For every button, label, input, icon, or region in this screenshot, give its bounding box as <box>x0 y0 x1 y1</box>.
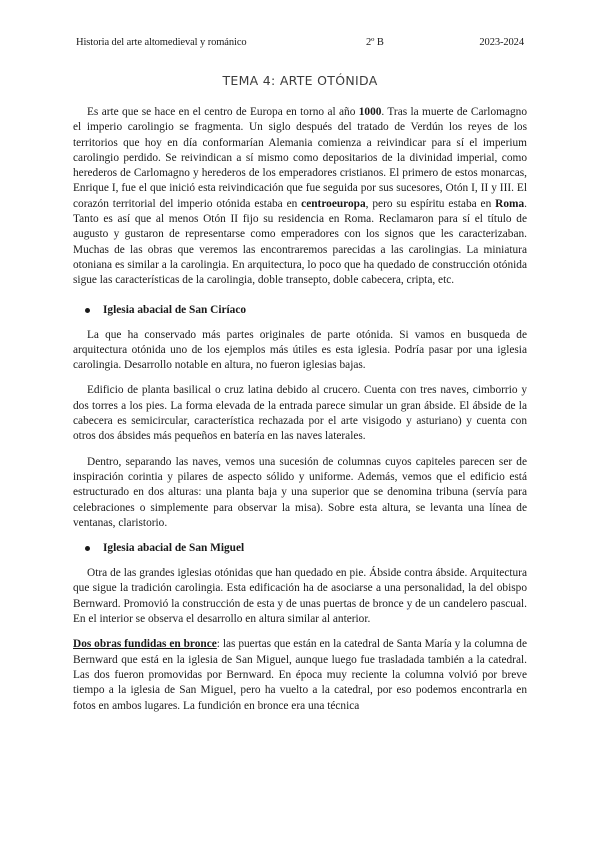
header-group: 2º B <box>366 37 384 48</box>
intro-text-2: . Tras la muerte de Carlomagno el imperio carolingio se fragmenta. Un siglo después del tratado de Verdún los reyes de los territorios que hoy en día conformarían Alemania comienza a reivindicar para sí el imperium carolingio perdido. Se reivindican a sí mismo como depositarios de la divinidad imperial, como herederos de Carlomagno y herederos de los emperadores cristianos. El primero de estos monarcas, Enrique I, fue el que inició esta reivindicación que fue seguida por sus sucesores, Otón I, II y III. El corazón territorial del imperio otónida estaba en <box>73 106 527 210</box>
page-header <box>76 37 524 51</box>
paragraph: Otra de las grandes iglesias otónidas que han quedado en pie. Ábside contra ábside. Arquitectura que sigue la tradición carolingia. Esta edificación ha de asociarse a una personalidad, la del obispo Bernward. Promovió la construcción de esta y de unas puertas de bronce y de un candelero pascual. En el interior se observa el desarrollo en altura similar al anterior. <box>73 567 527 626</box>
intro-roma: Roma <box>495 197 525 210</box>
intro-centroeuropa: centroeuropa <box>301 197 366 210</box>
header-subject: Historia del arte altomedieval y románico <box>76 37 247 48</box>
bullet-dot-icon <box>85 546 90 551</box>
section-heading-san-miguel <box>85 541 527 556</box>
document-body <box>73 105 527 724</box>
intro-paragraph <box>73 105 527 289</box>
intro-year: 1000 <box>358 106 382 118</box>
document-title: TEMA 4: ARTE OTÓNIDA <box>222 73 378 88</box>
paragraph: Edificio de planta basilical o cruz latina debido al crucero. Cuenta con tres naves, cimborrio y dos torres a los pies. La forma elevada de la entrada parece simular un gran ábside. El ábside de la cabecera es semicircular, característica rechazada por el arte visigodo y asturiano) y cuenta con otros dos ábsides más pequeños en batería en las naves laterales. <box>73 384 527 443</box>
section-heading-text: Iglesia abacial de San Ciríaco <box>103 303 247 316</box>
bronze-paragraph <box>73 637 527 713</box>
section-heading-text: Iglesia abacial de San Miguel <box>103 542 245 555</box>
bronze-lead: Dos obras fundidas en bronce <box>73 638 217 651</box>
paragraph: Dentro, separando las naves, vemos una sucesión de columnas cuyos capiteles parecen ser de inspiración corintia y pilares de aspecto sólido y uniforme. Además, vemos que el edificio está estructurado en dos alturas: una planta baja y una superior que se denomina tribuna (servía para celebraciones o simplemente para observar la misa). Sobre esta altura, se levanta una línea de ventanas, claristorio. <box>73 455 527 529</box>
paragraph: La que ha conservado más partes originales de parte otónida. Si vamos en busqueda de arquitectura otónida uno de los ejemplos más útiles es esta iglesia. Podría pasar por una iglesia carolingia. Desarrollo notable en altura, no fueron iglesias bajas. <box>73 328 527 372</box>
header-year: 2023-2024 <box>479 37 524 48</box>
intro-text-3: , pero su espíritu estaba en <box>365 197 496 210</box>
bullet-dot-icon <box>85 308 90 313</box>
intro-text-1: Es arte que se hace en el centro de Europa en torno al año <box>87 106 359 118</box>
bronze-text: : las puertas que están en la catedral de Santa María y la columna de Bernward que está en la iglesia de San Miguel, aunque luego fue trasladada también a la catedral. Las dos fueron promovidas por Bernward. En época muy reciente la columna volvió por breve tiempo a la iglesia de San Miguel, pero ha vuelto a la catedral, por eso podemos encontrarla en fotos en ambos lugares. La fundición en bronce era una técnica <box>73 638 527 712</box>
intro-text-4: . Tanto es así que al menos Otón II fijo su residencia en Roma. Reclamaron para sí el título de augusto y gustaron de representarse como emperadores con los signos que les caracterizaban. Muchas de las obras que veremos las encontraremos parecidas a las carolingias. La miniatura otoniana es similar a la carolingia. En arquitectura, lo poco que ha quedado de construcción otónida sigue las características de la carolingia, doble transepto, doble cabecera, cripta, etc. <box>73 197 527 287</box>
section-heading-san-ciriaco <box>85 303 527 318</box>
